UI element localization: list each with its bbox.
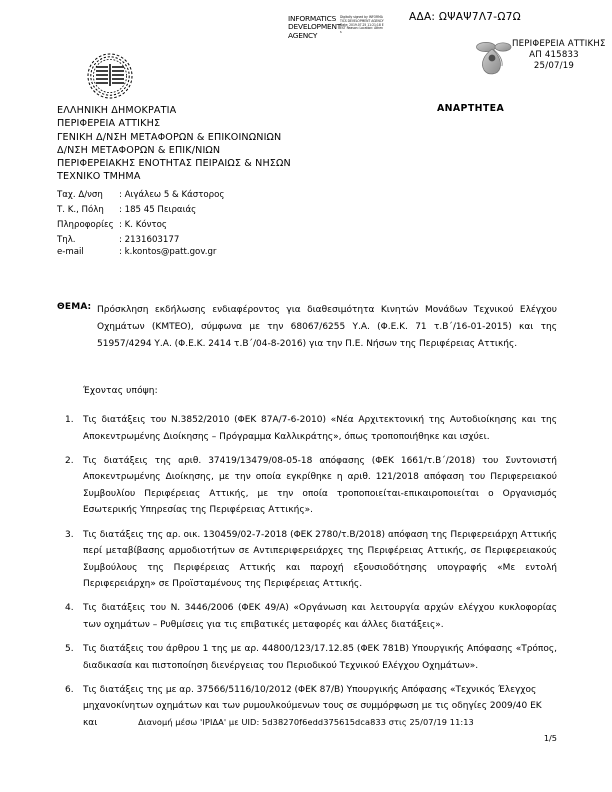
org-line: ΕΛΛΗΝΙΚΗ ΔΗΜΟΚΡΑΤΙΑ <box>57 105 177 116</box>
list-item-text: Τις διατάξεις της αρ. οικ. 130459/02-7-2018 (ΦΕΚ 2780/τ.Β/2018) απόφαση της Περιφερειάρχη Αττικής περί μεταβίβασης αρμοδιοτήτων σε Αντιπεριφερειάρχες της Περιφέρειας Αττικής, σε Περιφερειακούς Συμβούλους της Περιφέρειας Αττικής και παροχή εξουσιοδότησης υπογραφής «Με εντολή Περιφερειάρχη» σε Προϊσταμένους της Περιφέρειας Αττικής. <box>83 529 557 590</box>
distribution-line: Διανομή μέσω 'ΙΡΙΔΑ' με UID: 5d38270f6edd375615dca833 στις 25/07/19 11:13 <box>138 717 474 727</box>
digital-signature-stamp <box>288 15 384 51</box>
email-value[interactable]: : k.kontos@patt.gov.gr <box>119 247 217 258</box>
list-item <box>57 527 557 593</box>
phone-value: : 2131603177 <box>119 234 180 245</box>
region-attica-logo-icon <box>472 38 516 80</box>
organization-header <box>57 104 291 184</box>
page-footer <box>0 717 612 743</box>
list-item <box>57 453 557 519</box>
region-stamp-name: ΠΕΡΙΦΕΡΕΙΑ ΑΤΤΙΚΗΣ <box>512 39 606 49</box>
address-label: Ταχ. Δ/νση <box>57 190 103 200</box>
list-item-number: 1. <box>65 415 74 425</box>
address-value: : Αιγάλεω 5 & Κάστορος <box>119 190 225 200</box>
list-item-text: Τις διατάξεις της αριθ. 37419/13479/08-05-18 απόφασης (ΦΕΚ 1661/τ.Β΄/2018) του Συντονιστή Αποκεντρωμένης Διοίκησης, με την οποία εγκρίθηκε η αριθ. 121/2018 απόφαση του Περιφερειακού Συμβουλίου Περιφέρειας Αττικής, με την οποία τροποποιείται-επικαιροποιείται ο Οργανισμός Εσωτερικής Υπηρεσίας της Περιφέρειας Αττικής». <box>83 455 557 516</box>
contact-details <box>57 188 224 258</box>
subject-label: ΘΕΜΑ: <box>57 302 92 312</box>
list-item-number: 3. <box>65 529 74 540</box>
signature-agency-name: INFORMATICS DEVELOPMENT AGENCY <box>288 14 342 40</box>
info-value: : Κ. Κόντος <box>119 220 167 231</box>
list-item <box>57 600 557 633</box>
list-item-text: Τις διατάξεις του Ν. 3446/2006 (ΦΕΚ 49/Α) «Οργάνωση και λειτουργία αρχών ελέγχου κυκλοφορίας των οχημάτων – Ρυθμίσεις για τις επιβατικές μεταφορές και άλλες διατάξεις». <box>83 603 557 631</box>
phone-label: Τηλ. <box>57 234 76 245</box>
contact-row-email <box>57 246 224 258</box>
subject-section <box>57 302 557 354</box>
hellenic-republic-emblem-icon <box>84 50 136 102</box>
info-label: Πληροφορίες <box>57 220 114 231</box>
contact-row-postal <box>57 203 224 218</box>
list-item-text: Τις διατάξεις της με αρ. 37566/5116/10/2012 (ΦΕΚ 87/Β) Υπουργικής Απόφασης «Τεχνικός Έλεγχος μηχανοκίνητων οχημάτων και των ρυμουλκούμενων τους σε συμμόρφωση με τις οδηγίες 2009/40 ΕΚ και <box>83 684 542 728</box>
subject-text: Πρόσκληση εκδήλωσης ενδιαφέροντος για διαθεσιμότητα Κινητών Μονάδων Τεχνικού Ελέγχου Οχημάτων (ΚΜΤΕΟ), σύμφωνα με την 68067/6255 Υ.Α. (Φ.Ε.Κ. 71 τ.Β΄/16-01-2015) και της 51957/4294 Υ.Α. (Φ.Ε.Κ. 2414 τ.Β΄/04-8-2016) για την Π.Ε. Νήσων της Περιφέρειας Αττικής. <box>97 305 557 350</box>
org-line: ΤΕΧΝΙΚΟ ΤΜΗΜΑ <box>57 171 141 183</box>
publication-notice: ΑΝΑΡΤΗΤΕΑ <box>437 103 505 114</box>
list-item <box>57 641 557 674</box>
having-regard-label: Έχοντας υπόψη: <box>83 386 158 396</box>
contact-row-info <box>57 218 224 233</box>
page-number: 1/5 <box>543 733 557 743</box>
region-stamp-protocol: ΑΠ 415833 <box>529 50 579 61</box>
postal-label: Τ. Κ., Πόλη <box>57 205 104 216</box>
list-item-text: Τις διατάξεις του άρθρου 1 της με αρ. 44800/123/17.12.85 (ΦΕΚ 781Β) Υπουργικής Απόφασης «Τρόπος, διαδικασία και πιστοποίηση διενέργειας του Περιοδικού Τεχνικού Ελέγχου Οχημάτων». <box>83 644 557 671</box>
contact-row-address <box>57 188 224 203</box>
region-protocol-stamp <box>462 36 610 82</box>
provisions-list <box>57 412 557 739</box>
list-item-number: 4. <box>65 603 74 614</box>
email-label: e-mail <box>57 247 84 258</box>
postal-value: : 185 45 Πειραιάς <box>119 205 197 216</box>
signature-certificate-text: Digitally signed by INFORMATICS DEVELOPMENT AGENCY Date: 2019.07.25 11:21:18 EEST Reason: Location: Athens <box>340 15 384 35</box>
org-line: ΓΕΝΙΚΗ Δ/ΝΣΗ ΜΕΤΑΦΟΡΩΝ & ΕΠΙΚΟΙΝΩΝΙΩΝ <box>57 131 282 143</box>
org-line: ΠΕΡΙΦΕΡΕΙΑ ΑΤΤΙΚΗΣ <box>57 118 161 130</box>
region-stamp-date: 25/07/19 <box>533 61 575 72</box>
region-stamp-text <box>512 39 610 73</box>
list-item <box>57 412 557 445</box>
org-line: Δ/ΝΣΗ ΜΕΤΑΦΟΡΩΝ & ΕΠΙΚ/ΝΙΩΝ <box>57 144 221 156</box>
org-line: ΠΕΡΙΦΕΡΕΙΑΚΗΣ ΕΝΟΤΗΤΑΣ ΠΕΙΡΑΙΩΣ & ΝΗΣΩΝ <box>57 158 291 170</box>
list-item-number: 5. <box>65 644 74 655</box>
list-item-number: 6. <box>65 684 74 695</box>
ada-code: ΑΔΑ: ΩΨΑΨ7Λ7-Ω7Ω <box>408 11 522 23</box>
contact-row-phone <box>57 234 224 246</box>
list-item-text: Τις διατάξεις του Ν.3852/2010 (ΦΕΚ 87Α/7-6-2010) «Νέα Αρχιτεκτονική της Αυτοδιοίκησης και της Αποκεντρωμένης Διοίκησης – Πρόγραμμα Καλλικράτης», όπως τροποποιήθηκε και ισχύει. <box>83 415 557 442</box>
list-item-number: 2. <box>65 455 74 466</box>
